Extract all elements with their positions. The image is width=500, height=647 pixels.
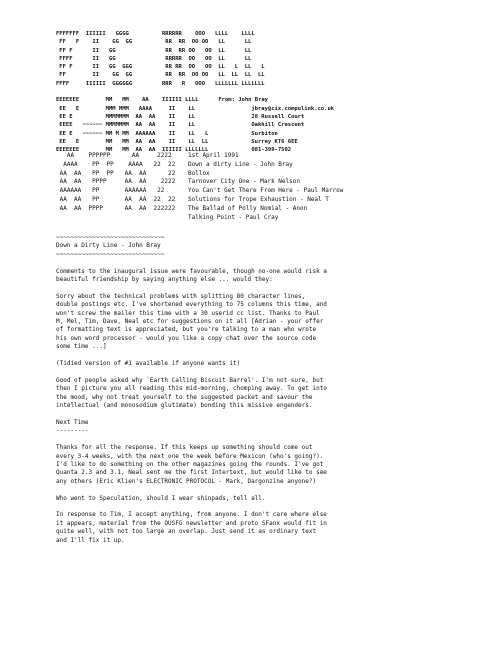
contents-item: Solutions for Trope Exhaustion - Neal T — [188, 195, 329, 203]
address-line: Oakhill Crescent — [251, 122, 305, 129]
issue-date: 1st April 1991 — [188, 152, 239, 159]
article-body: ~~~~~~~~~~~~~~~~~~~~~~~~~~~~~~ Down a Dirty Line - John Bray ~~~~~~~~~~~~~~~~~~~~~~~~~~~~~~ Comments to the inaugural issue were favourable, though no-one would risk a beautiful friendship by saying anything else ... would they: Sorry about the technical problems with splitting 80 character lines, double postings etc. I've shortened everything to 75 columns this time, and won't screw the mailer this time with a 30 userid cc list. Thanks to Paul M, Mel, Tim, Dave, Neal etc for suggestions on it all [Adrian - your offer of formatting text is appreciated, but you're talking to a man who wrote his own word processor - would you like a copy chat over the source code some time ...] (Tidied version of #1 available if anyone wants it) Good of people asked why `Earth Calling Biscuit Barrel'. I'm not sure, but then I picture you all reading this mid-morning, chomping away. To get into the mood, why not treat yourself to the suggested packet and savour the intellectual (and monosodium glutimate) bonding this missive engenders. Next Time --------- Thanks for all the response. If this keeps up something should come out every 3-4 weeks, with the next one the week before Mexicon (who's going?). I'd like to do something on the other magazines going the rounds. I've got Quanta 2.3 and 3.1, Neal sent me the first Intertext, but would like to see any others (Eric Klien's ELECTRONIC PROTOCOL - Mark, Dargonzine anyone?) Who went to Speculation, should I wear shinpads, tell all. In response to Tim, I accept anything, from anyone. I don't care where else it appears, material from the OUSFG newsletter and proto SFanx would fit in quite well, with not too large an overlap. Just send it as ordinary text and I'll fix it up. — [56, 234, 327, 544]
edited-mail-block — [56, 97, 335, 154]
email-line[interactable]: jbray@cix.compulink.co.uk — [251, 105, 335, 112]
issue-number-ascii-art: AA PPPPPP AA 2222 AAAA PP PP AAAA 22 22 AA AA PP PP AA AA 22 AA AA PPPP AA AA 2222 AAAAAA PP AAAAAA 22 AA AA PP AA AA 22 22 AA AA PPPP AA AA 222222 — [59, 152, 176, 212]
title-ascii-art: FFFFFFF IIIIII GGGG RRRRRR OOO LLLL LLLL FF F II GG GG RR RR OO OO LL LL FF F II GG RR RR OO OO LL LL FFFF II GG RRRRR OO OO LL LL FF F II GG GGG RR RR OO OO LL L LL L FF II GG GG RR RR OO OO LL LL LL LL FFFF IIIIII GGGGGG RRR R OOO LLLLLLL LLLLLLL — [56, 31, 265, 87]
contents-item: You Can't Get There From Here - Paul Marrow — [188, 187, 344, 195]
phone-line: 081-399-7502 — [251, 147, 292, 154]
address-line: Surrey KT6 6EE — [251, 138, 298, 145]
contents-item: Bollox — [188, 169, 210, 177]
contents-item: Talking Point - Paul Cray — [188, 213, 279, 221]
contents-item: Down a dirty Line - John Bray — [188, 160, 293, 168]
from-line: From: John Bray — [218, 97, 268, 104]
address-line: Surbiton — [251, 130, 278, 137]
address-line: 28 Russell Court — [251, 113, 305, 120]
title-banner — [56, 30, 476, 154]
editor-contact — [218, 96, 334, 154]
contents-item: The Ballad of Polly Nomial - Anon — [188, 204, 308, 212]
edited-mail-ascii-art: EEEEEEE MM MM AA IIIIII LLLL EE E MMM MMM AAAA II LL EE E MMMMMMM AA AA II LL EEEE ~~~~~~ MMMMMMM AA AA II LL EE E ~~~~~~ MM M MM AAAAAA II LL L EE E MM MM AA AA II LL LL EEEEEEE MM MM AA AA IIIIII LLLLLLL — [56, 97, 209, 154]
contents-item: Tarnover City One - Mark Nelson — [188, 178, 300, 186]
issue-header — [56, 152, 476, 222]
contents-list — [188, 152, 343, 222]
